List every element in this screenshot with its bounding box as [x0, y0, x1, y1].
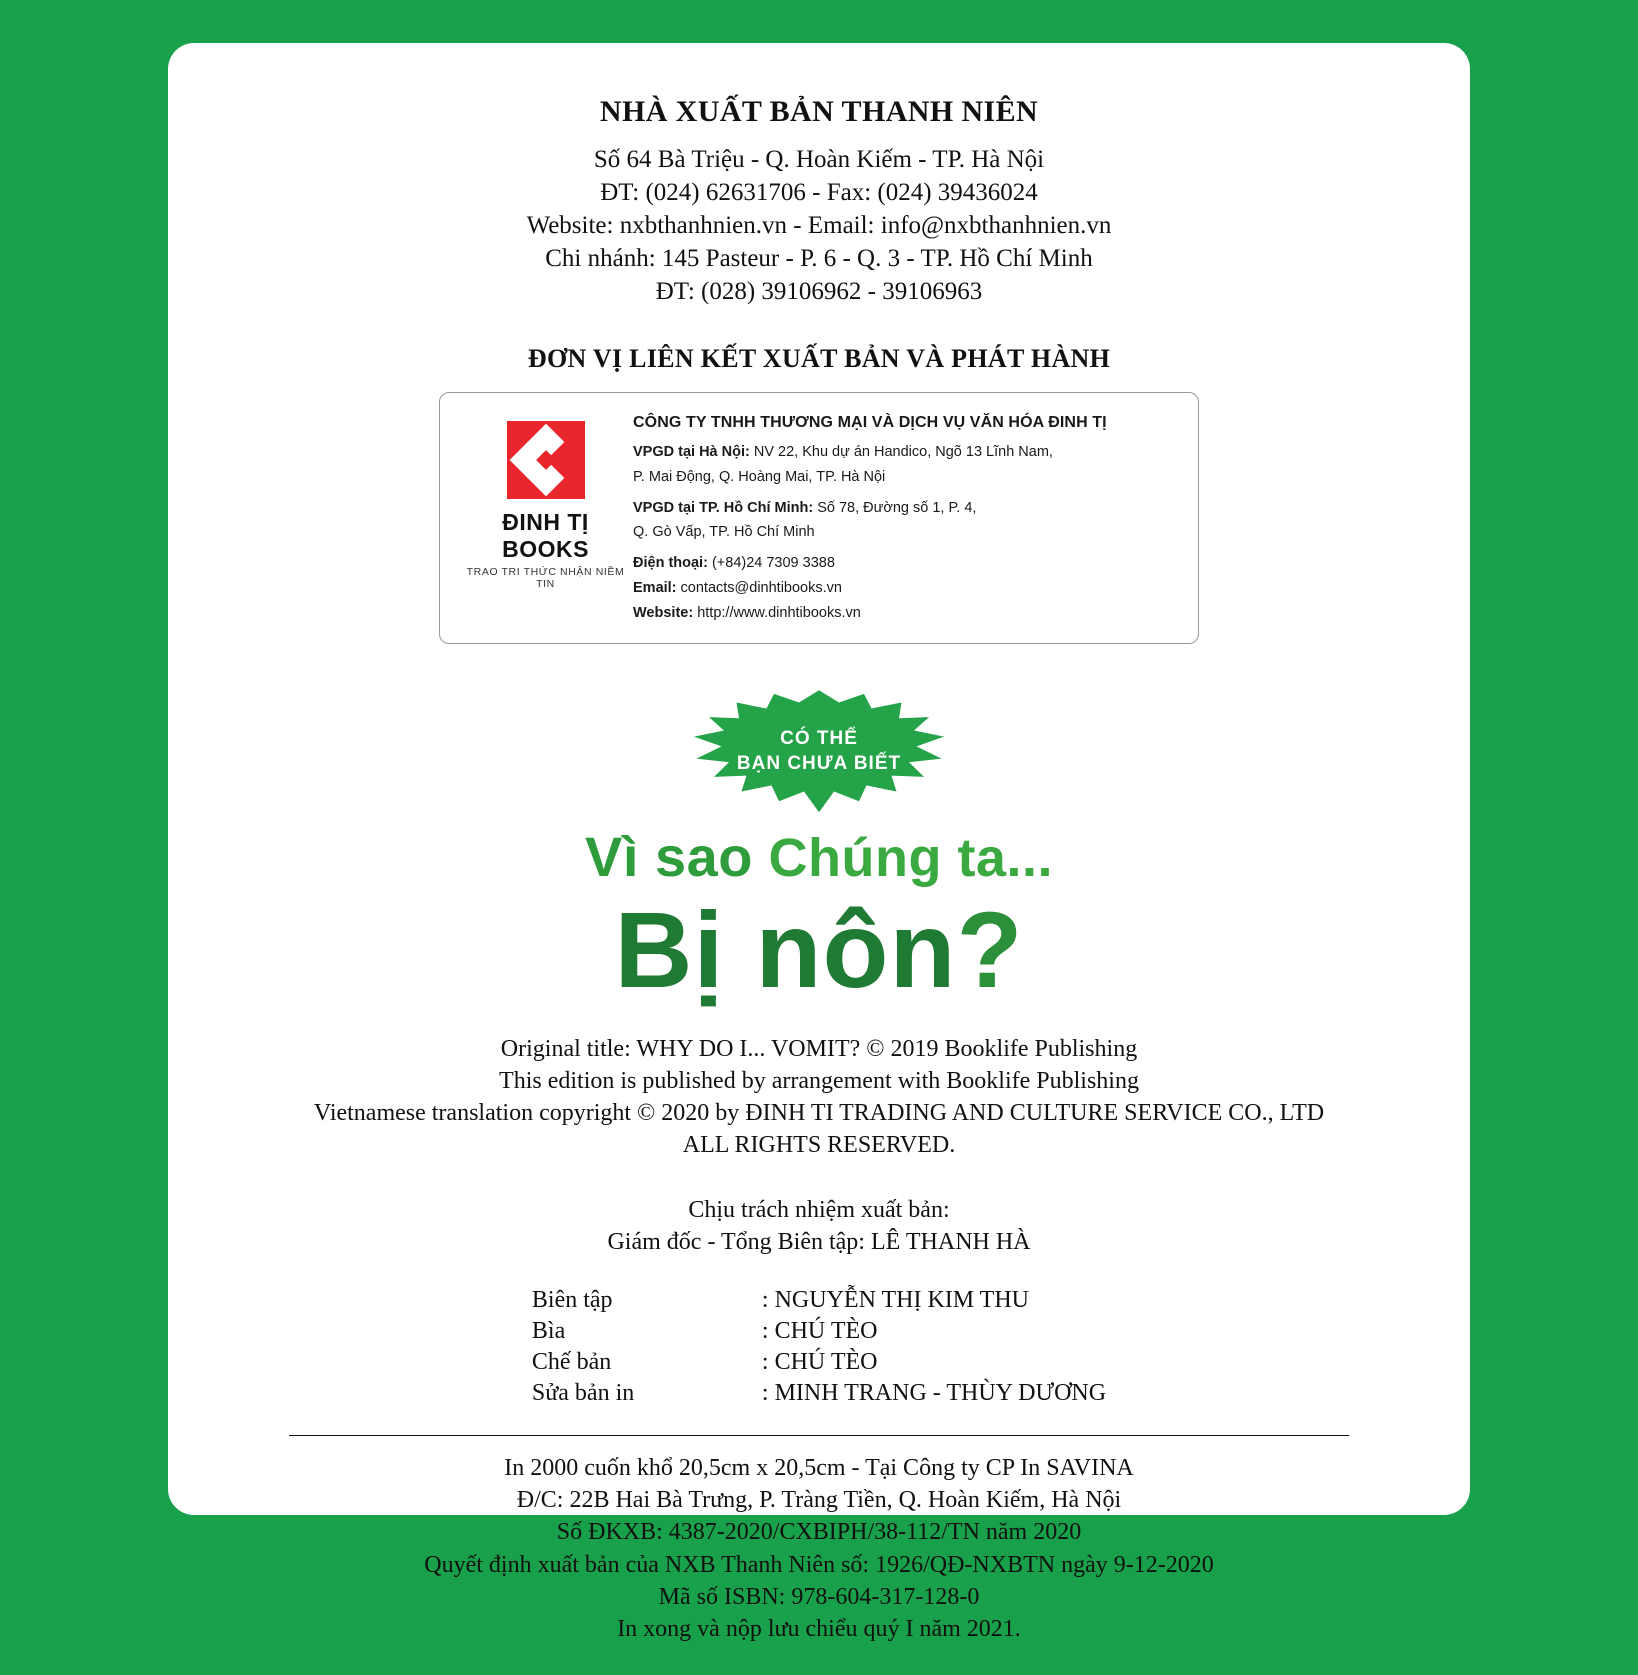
partner-office-hcm-value: Số 78, Đường số 1, P. 4, [817, 499, 977, 516]
partner-email [633, 578, 1180, 600]
printing-line-4: Quyết định xuất bản của NXB Thanh Niên số: 1926/QĐ-NXBTN ngày 9-12-2020 [424, 1551, 1214, 1578]
title-main-word: Bị nôn [614, 889, 957, 1011]
starburst-badge [694, 690, 944, 812]
book-title-artwork [228, 690, 1410, 1020]
credit-value: : NGUYỄN THỊ KIM THU [761, 1286, 1029, 1313]
partner-email-label: Email: [633, 579, 677, 596]
partner-email-value: contacts@dinhtibooks.vn [680, 579, 842, 596]
credits-table [532, 1285, 1106, 1409]
partner-phone-value: (+84)24 7309 3388 [711, 555, 835, 571]
table-row [532, 1316, 1106, 1347]
credit-value: : CHÚ TÈO [761, 1348, 878, 1375]
partner-phone-label: Điện thoại: [633, 555, 708, 571]
copyright-line-3: Vietnamese translation copyright © 2020 by ĐINH TI TRADING AND CULTURE SERVICE CO., LTD [313, 1100, 1325, 1127]
partner-office-hanoi-label: VPGD tại Hà Nội: [633, 444, 750, 460]
partner-office-hanoi-value: NV 22, Khu dự án Handico, Ngõ 13 Lĩnh Nam, [753, 444, 1053, 460]
table-row [532, 1378, 1106, 1409]
starburst-line-1: CÓ THỂ [780, 727, 858, 749]
credit-value: : MINH TRANG - THÙY DƯƠNG [761, 1379, 1107, 1406]
dinh-ti-diamond-icon [507, 421, 585, 499]
partner-website-value: http://www.dinhtibooks.vn [697, 604, 861, 621]
credit-role: Bìa [531, 1317, 566, 1344]
partner-phone [633, 553, 1180, 575]
printing-info-block [228, 1452, 1410, 1675]
publisher-address-line: Số 64 Bà Triệu - Q. Hoàn Kiếm - TP. Hà Nội [593, 146, 1045, 173]
partner-logo [458, 407, 633, 590]
isbn-line: Mã số ISBN: 978-604-317-128-0 [658, 1583, 980, 1610]
partner-office-hanoi [633, 442, 1180, 464]
credits-block [228, 1194, 1410, 1259]
starburst-text [694, 690, 944, 812]
credit-role: Sửa bản in [531, 1379, 635, 1406]
partner-logo-tagline: TRAO TRI THỨC NHẬN NIỀM TIN [466, 566, 625, 590]
credit-role: Biên tập [531, 1286, 613, 1313]
table-row [532, 1347, 1106, 1378]
title-question-mark: ? [956, 889, 1024, 1011]
divider [289, 1435, 1349, 1437]
copyright-line-4: ALL RIGHTS RESERVED. [682, 1131, 956, 1158]
starburst-line-2: BẠN CHƯA BIẾT [736, 753, 902, 775]
credit-value: : CHÚ TÈO [761, 1317, 878, 1344]
partner-website [633, 603, 1180, 625]
publisher-name: NHÀ XUẤT BẢN THANH NIÊN [599, 95, 1039, 128]
page-content [168, 43, 1470, 1675]
copyright-block [228, 1034, 1410, 1162]
book-colophon-page [168, 43, 1470, 1642]
title-line-1-b: Chúng ta... [768, 828, 1053, 889]
partner-office-hanoi-value2: P. Mai Động, Q. Hoàng Mai, TP. Hà Nội [633, 468, 886, 485]
printing-line-1: In 2000 cuốn khổ 20,5cm x 20,5cm - Tại Công ty CP In SAVINA [504, 1455, 1134, 1482]
partner-box [439, 392, 1199, 644]
director-line: Giám đốc - Tổng Biên tập: LÊ THANH HÀ [607, 1229, 1031, 1256]
title-line-1-a: Vì sao [585, 825, 753, 889]
copyright-line-2: This edition is published by arrangement with Booklife Publishing [499, 1068, 1139, 1095]
responsible-label: Chịu trách nhiệm xuất bản: [688, 1196, 950, 1223]
credit-role: Chế bản [531, 1348, 612, 1375]
partner-section-title: ĐƠN VỊ LIÊN KẾT XUẤT BẢN VÀ PHÁT HÀNH [527, 344, 1111, 373]
title-line-1 [228, 824, 1410, 889]
publisher-branch-phone-line: ĐT: (028) 39106962 - 39106963 [655, 278, 983, 305]
copyright-line-1: Original title: WHY DO I... VOMIT? © 2019 Booklife Publishing [500, 1036, 1138, 1063]
partner-office-hcm [633, 498, 1180, 520]
partner-details [633, 407, 1180, 627]
partner-office-hcm-value2: Q. Gò Vấp, TP. Hồ Chí Minh [633, 524, 815, 541]
printing-line-6: In xong và nộp lưu chiểu quý I năm 2021. [617, 1615, 1021, 1642]
title-line-2 [228, 889, 1410, 1011]
printing-line-2: Đ/C: 22B Hai Bà Trưng, P. Tràng Tiền, Q. Hoàn Kiếm, Hà Nội [516, 1487, 1122, 1514]
publisher-phone-line: ĐT: (024) 62631706 - Fax: (024) 39436024 [600, 179, 1038, 206]
partner-company-name: CÔNG TY TNHH THƯƠNG MẠI VÀ DỊCH VỤ VĂN HÓA ĐINH TỊ [633, 414, 1107, 431]
partner-office-hcm-label: VPGD tại TP. Hồ Chí Minh: [633, 499, 814, 516]
printing-line-3: Số ĐKXB: 4387-2020/CXBIPH/38-112/TN năm 2020 [556, 1519, 1082, 1546]
publisher-branch-line: Chi nhánh: 145 Pasteur - P. 6 - Q. 3 - TP. Hồ Chí Minh [545, 245, 1093, 272]
partner-logo-name: ĐINH TỊ BOOKS [502, 509, 589, 562]
publisher-web-line: Website: nxbthanhnien.vn - Email: info@nxbthanhnien.vn [526, 212, 1112, 239]
partner-website-label: Website: [633, 604, 694, 621]
table-row [532, 1285, 1106, 1316]
